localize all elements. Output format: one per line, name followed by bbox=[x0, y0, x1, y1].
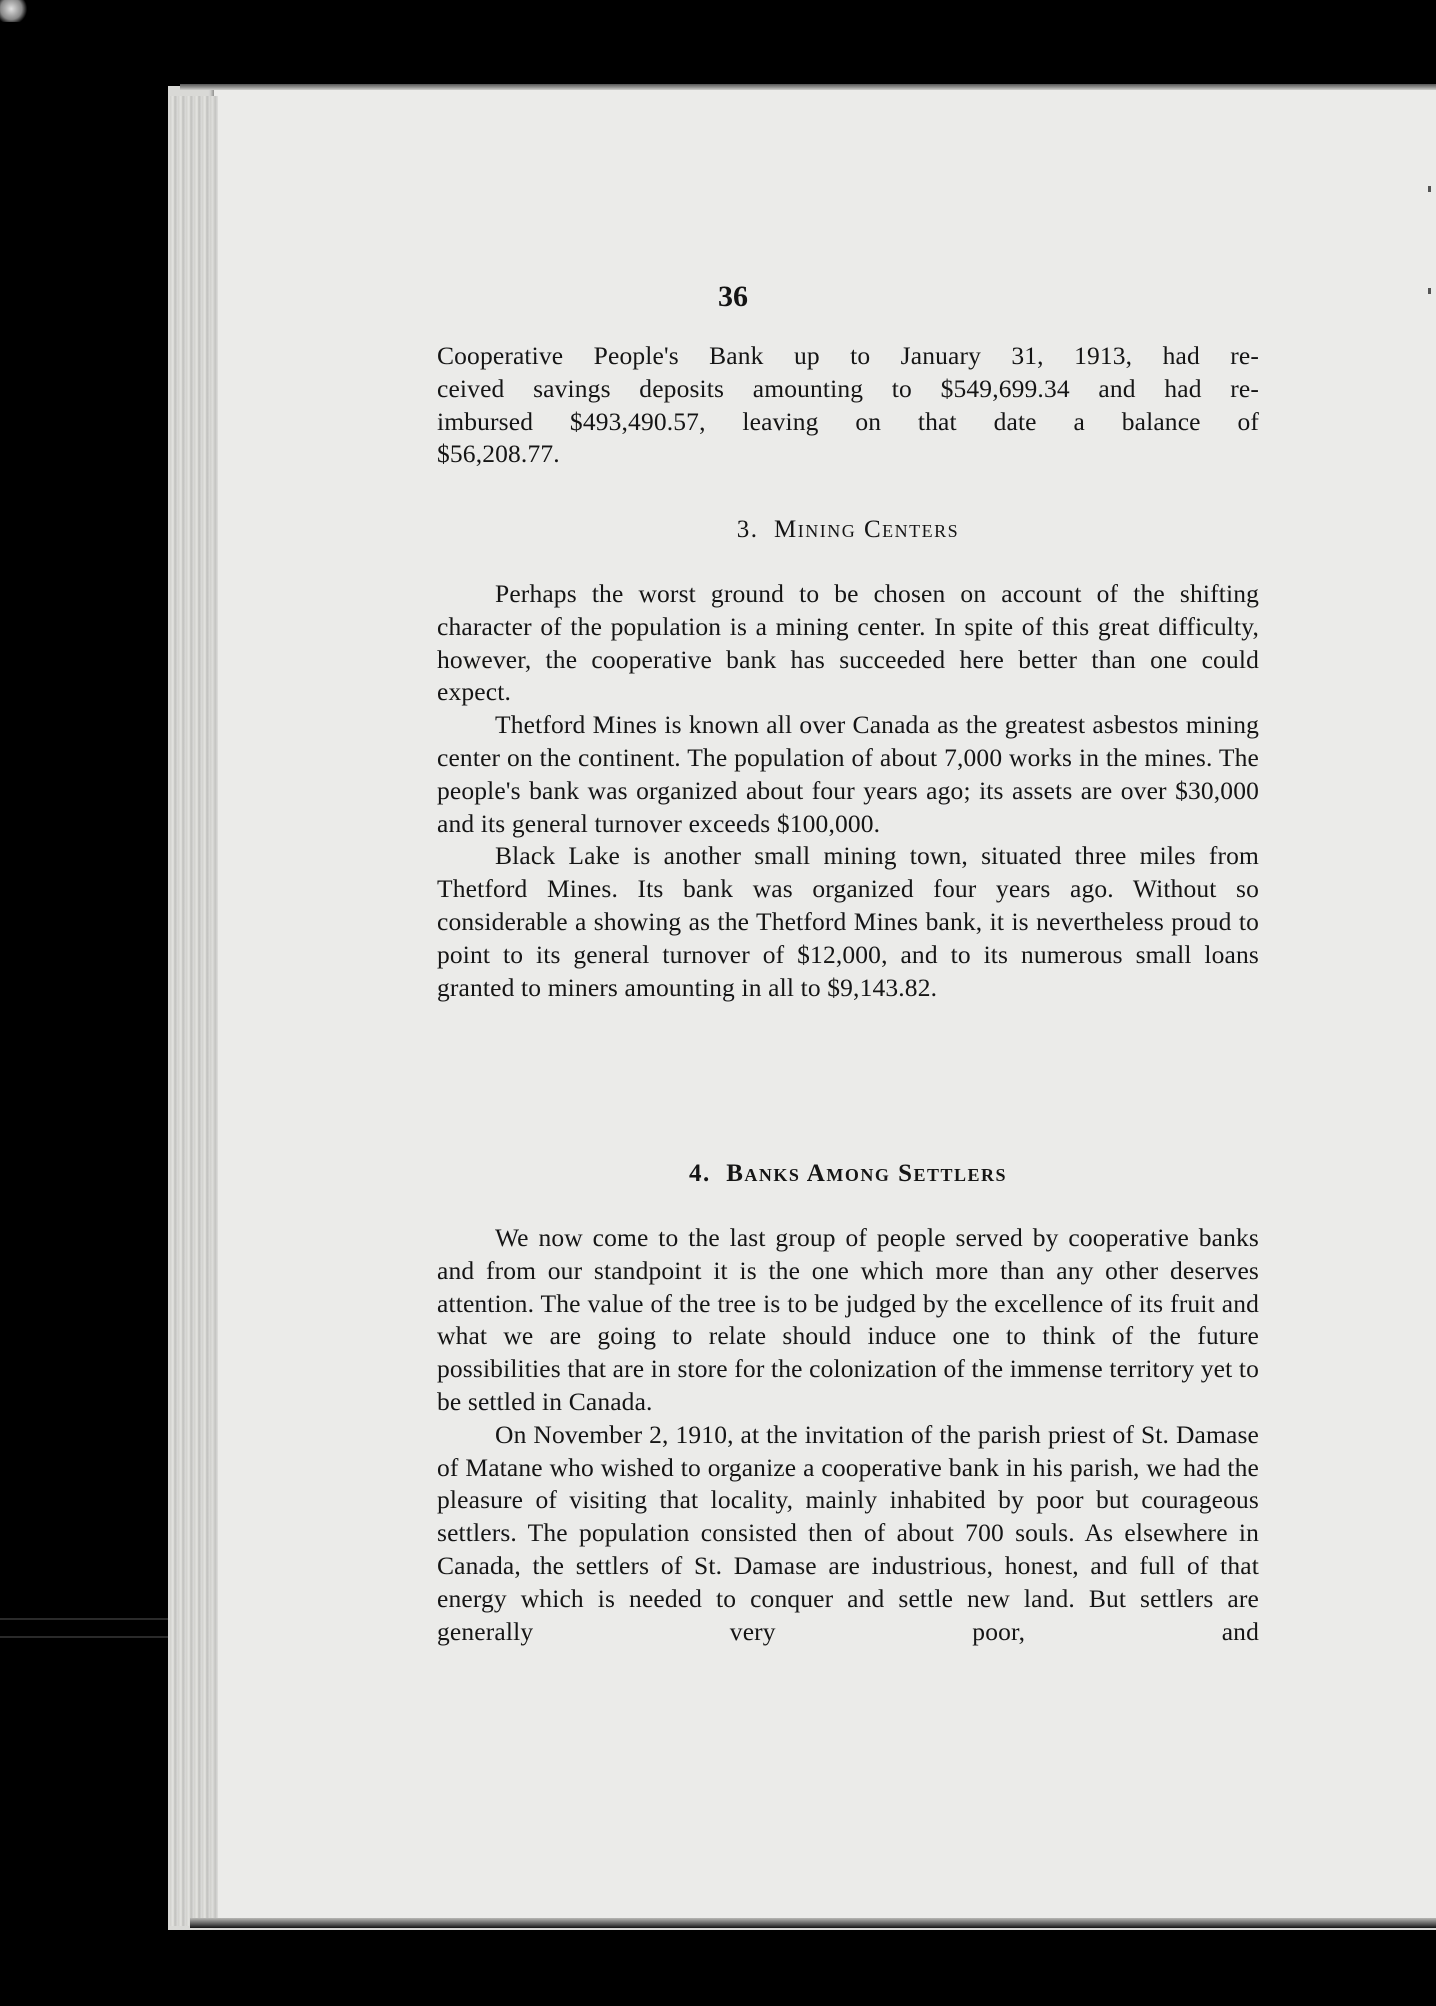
section-3-paragraph-1: Perhaps the worst ground to be chosen on account of the shifting character of the population is a mining center. In spite of this great difficulty, however, the cooperative bank has succeeded here better than one could expect. bbox=[437, 579, 1259, 707]
section-4-number: 4. bbox=[688, 1160, 711, 1187]
page-bottom-border bbox=[190, 1918, 1436, 1928]
section-4-body bbox=[437, 1222, 1259, 1648]
intro-line: imbursed $493,490.57, leaving on that date a balance of bbox=[437, 406, 1259, 436]
intro-line: $56,208.77. bbox=[437, 439, 560, 469]
intro-paragraph bbox=[437, 340, 1259, 471]
section-3-heading bbox=[437, 516, 1259, 544]
scan-left-rule-top bbox=[0, 1618, 170, 1620]
section-4-title: Banks Among Settlers bbox=[726, 1160, 1008, 1187]
section-3-paragraph-2: Thetford Mines is known all over Canada as the greatest asbestos mining center on the continent. The population of about 7,000 works in the mines. The people's bank was organized about four years ago; its assets are over $30,000 and its general turnover exceeds $100,000. bbox=[437, 710, 1259, 838]
section-4-paragraph-1: We now come to the last group of people served by cooperative banks and from our standpoint it is the one which more than any other deserves attention. The value of the tree is to be judged by the excellence of its fruit and what we are going to relate should induce one to think of the future possibilities that are in store for the colonization of the immense territory yet to be settled in Canada. bbox=[437, 1223, 1260, 1416]
scan-corner-mark bbox=[0, 0, 28, 22]
page-top-border bbox=[180, 84, 1436, 90]
margin-dot bbox=[1428, 186, 1431, 192]
section-3-paragraph-3: Black Lake is another small mining town, situated three miles from Thetford Mines. Its bank was organized four years ago. Without so considerable a showing as the Thetford Mines bank, it is nevertheless proud to point to its general turnover of $12,000, and to its numerous small loans granted to miners amounting in all to $9,143.82. bbox=[437, 841, 1259, 1002]
section-3-number: 3. bbox=[736, 516, 759, 543]
scan-left-rule-bottom bbox=[0, 1636, 170, 1638]
page-number: 36 bbox=[718, 280, 748, 313]
section-3-body bbox=[437, 578, 1259, 1004]
intro-line: Cooperative People's Bank up to January 31, 1913, had re- bbox=[437, 341, 1259, 370]
intro-line: ceived savings deposits amounting to $549,699.34 and had re- bbox=[437, 373, 1259, 403]
section-4-heading bbox=[437, 1160, 1259, 1188]
section-3-title: Mining Centers bbox=[774, 516, 960, 543]
page-edges bbox=[170, 96, 218, 1926]
section-4-paragraph-2: On November 2, 1910, at the invitation of the parish priest of St. Damase of Matane who wished to organize a cooperative bank in his parish, we had the pleasure of visiting that locality, mainly inhabited by poor but courageous settlers. The population consisted then of about 700 souls. As elsewhere in Canada, the settlers of St. Damase are industrious, honest, and full of that energy which is needed to conquer and settle new land. But settlers are generally very poor, and bbox=[437, 1419, 1259, 1646]
